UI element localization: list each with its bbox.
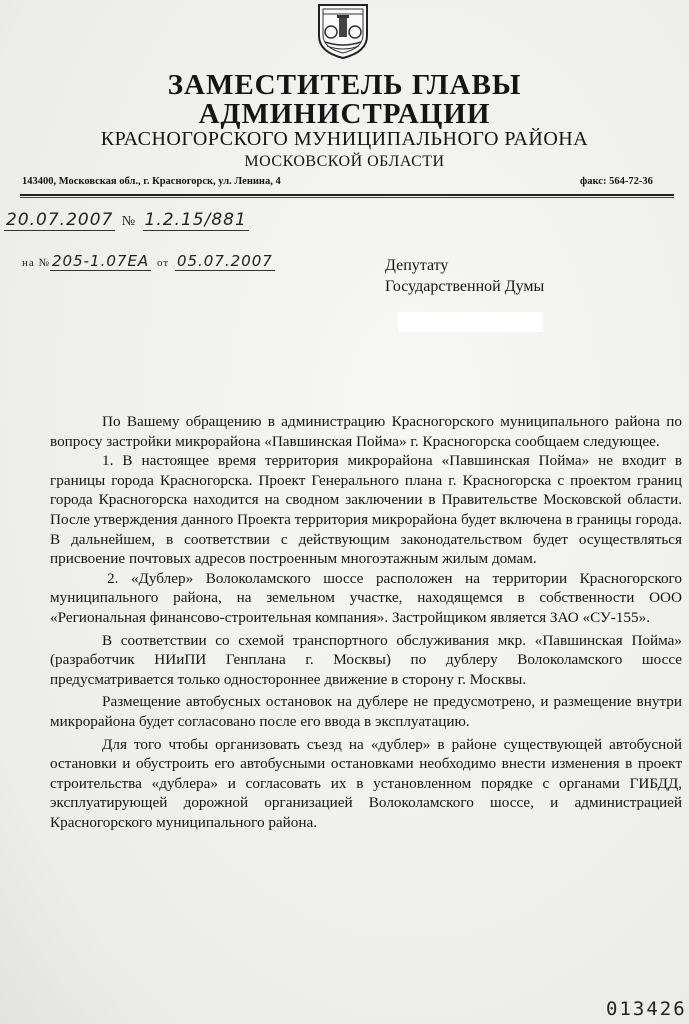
recipient-block: [385, 255, 544, 297]
letterhead-region: МОСКОВСКОЙ ОБЛАСТИ: [244, 153, 445, 170]
reference-from-label: от: [156, 257, 170, 269]
recipient-line: Депутату: [385, 257, 449, 274]
letterhead-title: ЗАМЕСТИТЕЛЬ ГЛАВЫ: [167, 69, 522, 101]
letterhead-subtitle: АДМИНИСТРАЦИИ: [198, 98, 491, 130]
body-paragraph: Для того чтобы организовать съезд на «дублер» в районе существующей автобусной остановки и обустроить его автобусными остановками необходимо внести изменения в проект строительства «дублера» и согласовать их в установленном порядке с органами ГИБДД, эксплуатирующей дорожной организацией Волоколамского шоссе, и администрацией Красногорского муниципального района.: [50, 735, 682, 831]
body-paragraph: 1. В настоящее время территория микрорайона «Павшинская Пойма» не входит в границы города Красногорска. Проект Генерального плана г. Красногорска с проектом границ города Красногорска находится на сводном заключении в Правительстве Московской области. После утверждения данного Проекта территория микрорайона будет включена в границы города. В дальнейшем, в соответствии с действующим законодательством будет осуществляться присвоение почтовых адресов построенным многоэтажным жилым домам.: [50, 452, 682, 568]
body-paragraph: 2. «Дублер» Волоколамского шоссе расположен на территории Красногорского муниципального района, на земельном участке, находящемся в собственности ООО «Региональная финансово-строительная компания». Застройщиком является ЗАО «СУ-155».: [50, 569, 682, 626]
letterhead-fax: факс: 564-72-36: [580, 176, 653, 187]
registration-line: [4, 210, 249, 230]
body-paragraph: По Вашему обращению в администрацию Красногорского муниципального района по вопросу застройки микрорайона «Павшинская Пойма» г. Красногорска сообщаем следующее.: [50, 413, 682, 450]
letter-body: [50, 412, 682, 832]
registration-number: 1.2.15/881: [144, 210, 247, 230]
header-divider-thin: [20, 197, 674, 198]
body-paragraph: В соответствии со схемой транспортного обслуживания мкр. «Павшинская Пойма» (разработчик НИиПИ Генплана г. Москвы) по дублеру Волоколамского шоссе предусматривается только одностороннее движение в сторону г. Москвы.: [50, 631, 682, 688]
recipient-line: Государственной Думы: [385, 278, 545, 295]
registration-date: 20.07.2007: [6, 210, 114, 230]
header-divider: [20, 194, 674, 196]
number-label: №: [121, 214, 137, 229]
body-paragraph: Размещение автобусных остановок на дублере не предусмотрено, и размещение внутри микрорайона будет согласовано после его ввода в эксплуатацию.: [50, 693, 682, 730]
redacted-name: [398, 312, 543, 332]
letterhead-address: 143400, Московская обл., г. Красногорск, ул. Ленина, 4: [22, 176, 281, 187]
reference-label: на №: [22, 257, 51, 269]
reference-number: 205-1.07ЕА: [52, 252, 150, 270]
document-serial-number: 013426: [606, 998, 687, 1020]
reference-date: 05.07.2007: [176, 252, 273, 270]
letterhead-district: КРАСНОГОРСКОГО МУНИЦИПАЛЬНОГО РАЙОНА: [100, 128, 589, 150]
coat-of-arms-icon: [313, 2, 373, 60]
reference-line: [22, 252, 275, 270]
